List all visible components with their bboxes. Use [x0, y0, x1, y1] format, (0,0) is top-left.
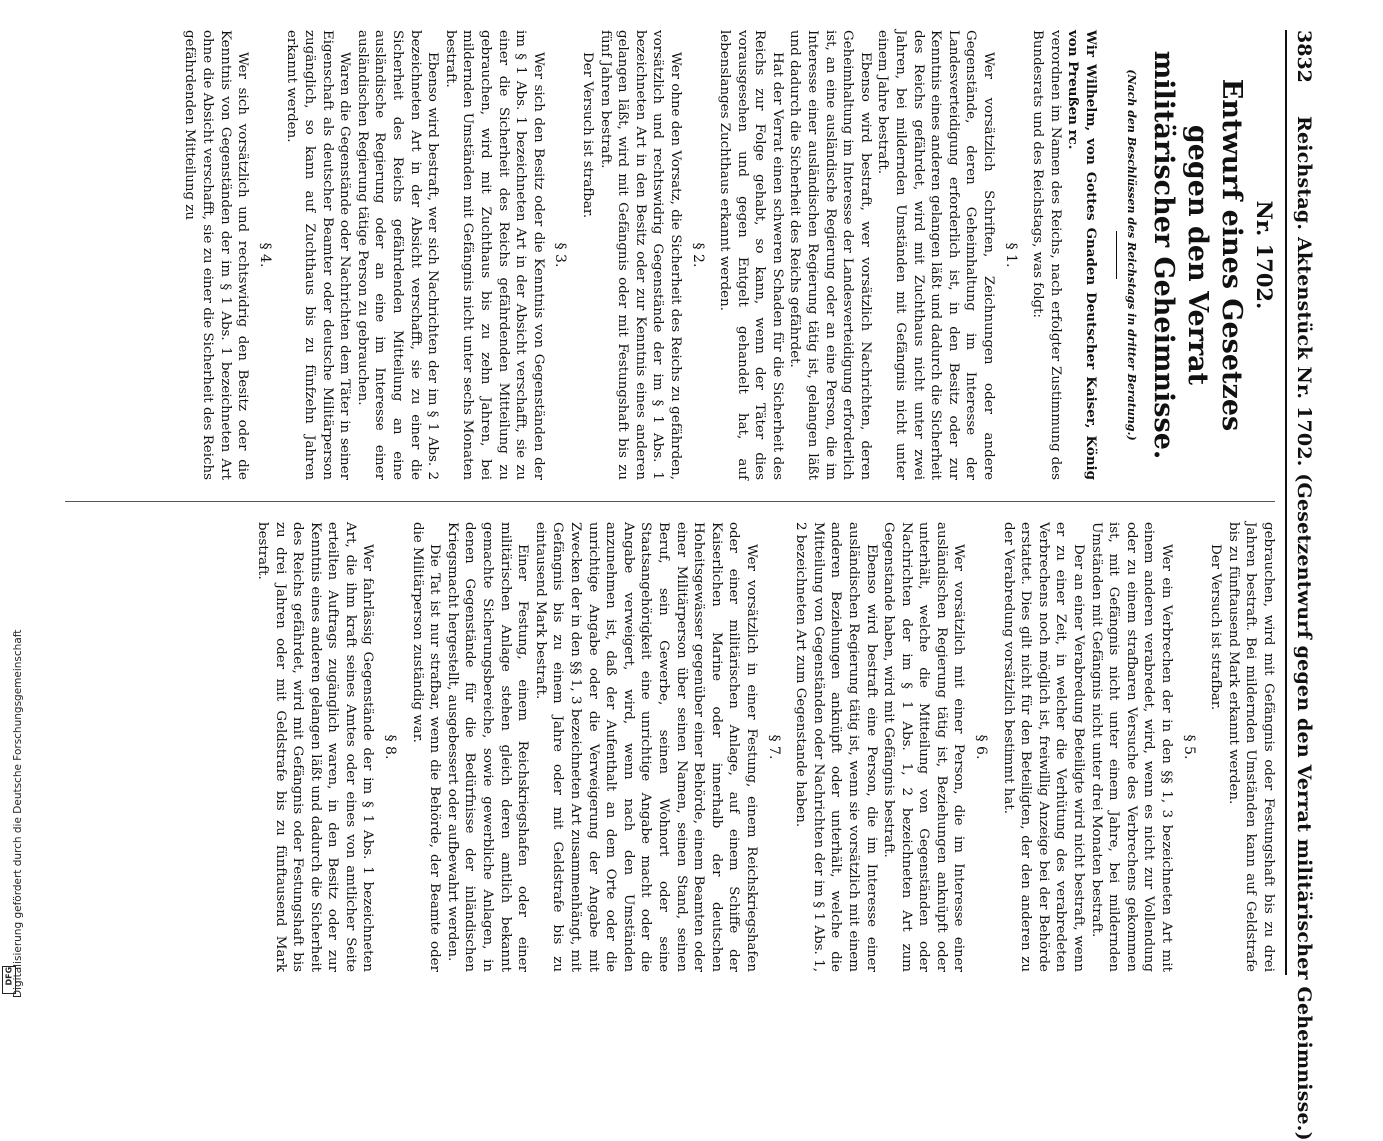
running-title: Reichstag. Aktenstück Nr. 1702. (Gesetzentwurf gegen den Verrat militärischer Geheimnisse.): [1293, 116, 1315, 1141]
paragraph: Wer fahrlässig Gegenstände der im § 1 Abs. 1 bezeichneten Art, die ihm kraft seines Amtes oder eines von amtlicher Seite erteilten Auftrags zugänglich waren, in den Besitz oder zur Kenntnis eines anderen gelangen läßt und dadurch die Sicherheit des Reichs gefährdet, wird mit Gefängnis oder Festungshaft bis zu drei Jahren oder mit Geldstrafe bis zu fünftausend Mark bestraft.: [254, 522, 376, 972]
right-column: [253, 522, 1277, 972]
paragraph: Die Tat ist nur strafbar, wenn die Behörde, der Beamte oder die Militärperson zuständig war.: [409, 522, 443, 972]
paragraph: Der Versuch ist strafbar.: [1208, 544, 1224, 711]
right-column-body: [253, 522, 1277, 972]
section-heading: § 4.: [256, 242, 273, 268]
column-divider: [65, 501, 1275, 502]
paragraph: Waren die Gegenstände oder Nachrichten dem Täter in seiner Eigenschaft als deutscher Beamter oder deutsche Militärperson zugänglich, so kann auf Zuchthaus bis zu fünfzehn Jahren erkannt werden.: [284, 30, 353, 480]
left-column-body: [181, 30, 1019, 480]
paragraph: Wer vorsätzlich in einer Festung, einem Reichskriegshafen oder einer militärischen Anlage, auf einem Schiffe der Kaiserlichen Marine oder innerhalb der deutschen Hoheitsgewässer gegenüber einer Behörde, einem Beamten oder einer Militärperson über seinen Namen, seinen Stand, seinen Beruf, sein Gewerbe, seinen Wohnort oder seine Staatsangehörigkeit eine unrichtige Angabe macht oder die Angabe verweigert, wird, wenn nach den Umständen anzunehmen ist, daß der Aufenthalt an dem Orte oder die unrichtige Angabe oder die Verweigerung der Angabe mit Zwecken der in den §§ 1, 3 bezeichneten Art zusammenhängt, mit Gefängnis bis zu einem Jahre oder mit Geldstrafe bis zu eintausend Mark bestraft.: [532, 522, 759, 972]
paragraph-continuation: gebrauchen, wird mit Gefängnis oder Festungshaft bis zu drei Jahren bestraft. Bei mildernden Umständen kann auf Geldstrafe bis zu fünftausend Mark erkannt werden.: [1225, 522, 1276, 972]
document-title-line2: gegen den Verrat militärischer Geheimnisse.: [1148, 50, 1213, 460]
paragraph: Wer vorsätzlich mit einer Person, die im Interesse einer ausländischen Regierung tätig ist, Beziehungen anknüpft oder unterhält, welche die Mitteilung von Gegenständen oder Nachrichten der im § 1 Abs. 1, 2 bezeichneten Art zum Gegenstande haben, wird mit Gefängnis bestraft.: [881, 522, 967, 972]
section-heading: § 8.: [382, 734, 399, 760]
paragraph: Ebenso wird bestraft, wer sich Nachrichten der im § 1 Abs. 2 bezeichneten Art in der Absicht verschafft, sie zu einer die Sicherheit des Reichs gefährdenden Mitteilung an eine ausländische Regierung oder an eine im Interesse einer ausländischen Regierung tätige Person zu gebrauchen.: [354, 30, 441, 480]
section-heading: § 6.: [973, 734, 990, 760]
header-rule: [1285, 30, 1287, 975]
title-block: [1116, 30, 1277, 480]
preamble-line: Wir Wilhelm, von Gottes Gnaden Deutscher Kaiser, König von Preußen rc.: [1065, 30, 1099, 480]
paragraph: Ebenso wird bestraft, wer vorsätzlich Nachrichten, deren Geheimhaltung im Interesse der Landesverteidigung erforderlich ist, an eine ausländische Regierung oder an eine Person, die im Interesse einer ausländischen Regierung tätig ist, gelangen läßt und dadurch die Sicherheit des Reichs gefährdet.: [787, 30, 873, 480]
paragraph: Ebenso wird bestraft eine Person, die im Interesse einer ausländischen Regierung tätig ist, wenn sie vorsätzlich mit einem anderen Beziehungen anknüpft oder unterhält, welche die Mitteilung von Gegenständen oder Nachrichten der im § 1 Abs. 1, 2 bezeichneten Art zum Gegenstande haben.: [793, 522, 879, 972]
paragraph: Hat der Verrat einen schweren Schaden für die Sicherheit des Reichs zur Folge gehabt, so kann, wenn der Täter dies vorausgesehen und gegen Entgelt gehandelt hat, auf lebenslanges Zuchthaus erkannt werden.: [717, 30, 785, 480]
document-number: Nr. 1702.: [1252, 200, 1277, 310]
paragraph: Der Versuch ist strafbar.: [579, 52, 595, 219]
paragraph: Wer sich den Besitz oder die Kenntnis von Gegenständen der im § 1 Abs. 1 bezeichneten Art in der Absicht verschafft, sie zu einer die Sicherheit des Reichs gefährdenden Mitteilung zu gebrauchen, wird mit Zuchthaus bis zu zehn Jahren, bei mildernden Umständen mit Gefängnis nicht unter sechs Monaten bestraft.: [442, 30, 546, 480]
paragraph: Wer vorsätzlich Schriften, Zeichnungen oder andere Gegenstände, deren Geheimhaltung im Interesse der Landesverteidigung erforderlich ist, in den Besitz oder zur Kenntnis eines anderen gelangen läßt und dadurch die Sicherheit des Reichs gefährdet, wird mit Zuchthaus nicht unter zwei Jahren, bei mildernden Umständen mit Gefängnis nicht unter einem Jahre bestraft.: [875, 30, 997, 480]
preamble-line: verordnen im Namen des Reichs, nach erfolgter Zustimmung des Bundesrats und des Reichstags, was folgt:: [1030, 30, 1063, 480]
paragraph: Wer sich vorsätzlich und rechtswidrig den Besitz oder die Kenntnis von Gegenständen der im § 1 Abs. 1 bezeichneten Art ohne die Absicht verschafft, sie zu einer die Sicherheit des Reichs gefährdenden Mitteilung zu: [182, 30, 251, 480]
section-heading: § 3.: [552, 242, 569, 268]
section-heading: § 2.: [689, 242, 706, 268]
digitization-credit: Digitalisierung gefördert durch die Deutsche Forschungsgemeinschaft: [12, 629, 24, 998]
paragraph: Wer ohne den Vorsatz, die Sicherheit des Reichs zu gefährden, vorsätzlich und rechtswidrig Gegenstände der im § 1 Abs. 1 bezeichneten Art in den Besitz oder zur Kenntnis eines anderen gelangen läßt, wird mit Gefängnis oder mit Festungshaft bis zu fünf Jahren bestraft.: [597, 30, 683, 480]
section-heading: § 5.: [1180, 734, 1197, 760]
paragraph: Wer ein Verbrechen der in den §§ 1, 3 bezeichneten Art mit einem anderen verabredet, wird, wenn es nicht zur Vollendung oder zu einem strafbaren Versuche des Verbrechens gekommen ist, mit Gefängnis nicht unter einem Jahre, bei mildernden Umständen mit Gefängnis nicht unter drei Monaten bestraft.: [1088, 522, 1175, 972]
left-column: [181, 30, 1099, 480]
document-page: [55, 30, 1315, 1141]
running-header: [1289, 30, 1315, 1141]
document-title-line1: Entwurf eines Gesetzes: [1216, 78, 1247, 432]
title-divider: [1116, 231, 1117, 279]
dfg-logo: DFG: [2, 966, 16, 994]
reading-note: (Nach den Beschlüssen des Reichstags in dritter Beratung.): [1125, 69, 1138, 441]
section-heading: § 1.: [1002, 242, 1019, 268]
section-heading: § 7.: [765, 734, 782, 760]
page-number: 3832: [1293, 30, 1315, 83]
paragraph: Einer Festung, einem Reichskriegshafen oder einer militärischen Anlage stehen gleich deren amtlich bekannt gemachte Sicherungsbereiche, sowie gewerbliche Anlagen, in denen Gegenstände für die Bedürfnisse der inländischen Kriegsmacht hergestellt, ausgebessert oder aufbewahrt werden.: [444, 522, 531, 972]
paragraph: Der an einer Verabredung Beteiligte wird nicht bestraft, wenn er zu einer Zeit, in welcher die Verhütung des verabredeten Verbrechens noch möglich ist, freiwillig Anzeige bei der Behörde erstattet. Dies gilt nicht für den Beteiligten, der den anderen zu der Verabredung vorsätzlich bestimmt hat.: [1000, 522, 1087, 972]
